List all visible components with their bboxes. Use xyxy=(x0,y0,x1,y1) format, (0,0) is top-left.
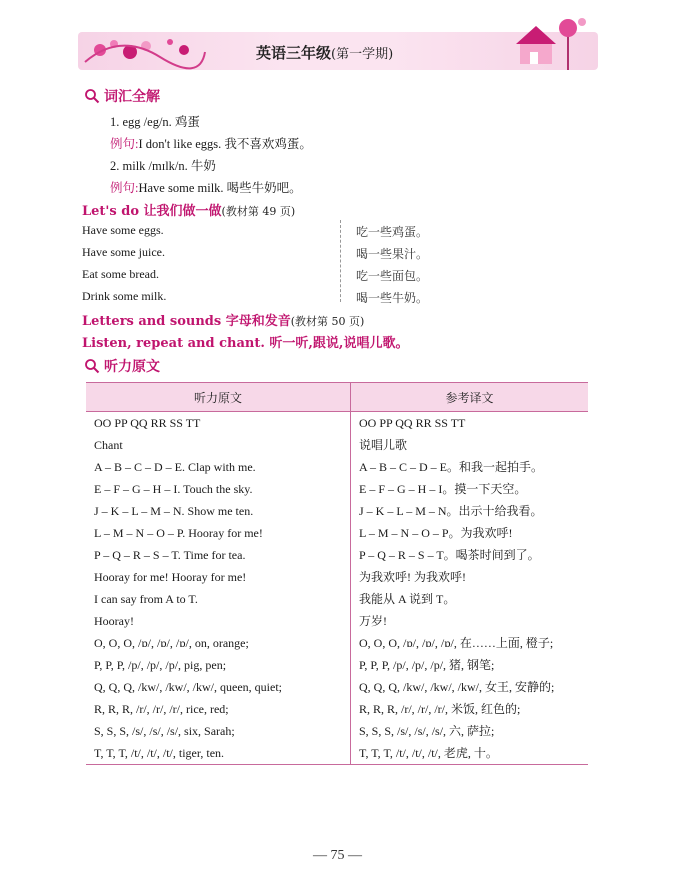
lets-do-cn: 喝一些牛奶。 xyxy=(356,291,429,305)
vocab-example: 例句:I don't like eggs. 我不喜欢鸡蛋。 xyxy=(110,137,312,151)
transcript-cell: A – B – C – D – E. Clap with me. xyxy=(86,456,351,478)
transcript-cell: Q, Q, Q, /kw/, /kw/, /kw/, queen, quiet; xyxy=(86,676,351,698)
transcript-cell: S, S, S, /s/, /s/, /s/, six, Sarah; xyxy=(86,720,351,742)
translation-cell: J – K – L – M – N。出示十给我看。 xyxy=(359,504,543,518)
lets-do-en: Eat some bread. xyxy=(82,267,159,281)
column-header-transcript: 听力原文 xyxy=(86,383,351,412)
letters-sounds-instruction: Listen, repeat and chant. 听一听,跟说,说唱儿歌。 xyxy=(82,336,409,351)
lets-do-en: Drink some milk. xyxy=(82,289,167,303)
translation-cell: P, P, P, /p/, /p/, /p/, 猪, 钢笔; xyxy=(359,658,495,672)
flower-decoration-icon xyxy=(80,22,210,72)
table-row xyxy=(86,412,588,435)
table-row xyxy=(86,522,588,544)
lets-do-en: Have some eggs. xyxy=(82,223,164,237)
transcript-table xyxy=(86,382,588,765)
table-row xyxy=(86,720,588,742)
dashed-divider xyxy=(340,220,341,302)
house-tree-decoration-icon xyxy=(500,12,590,72)
table-row xyxy=(86,632,588,654)
table-row xyxy=(86,654,588,676)
vocab-line: 1. egg /eg/n. 鸡蛋 xyxy=(110,115,200,129)
translation-cell: OO PP QQ RR SS TT xyxy=(359,416,466,430)
listening-section-heading xyxy=(84,356,160,376)
listening-heading-text: 听力原文 xyxy=(104,359,160,375)
table-row xyxy=(86,544,588,566)
table-row xyxy=(86,456,588,478)
transcript-cell: P – Q – R – S – T. Time for tea. xyxy=(86,544,351,566)
table-row xyxy=(86,698,588,720)
transcript-cell: I can say from A to T. xyxy=(86,588,351,610)
table-row xyxy=(86,478,588,500)
lets-do-cn: 吃一些鸡蛋。 xyxy=(356,225,429,239)
table-row xyxy=(86,434,588,456)
vocab-section-heading xyxy=(84,86,160,106)
table-row xyxy=(86,500,588,522)
vocab-heading-text: 词汇全解 xyxy=(104,89,160,105)
vocab-example: 例句:Have some milk. 喝些牛奶吧。 xyxy=(110,181,302,195)
translation-cell: A – B – C – D – E。和我一起拍手。 xyxy=(359,460,544,474)
translation-cell: S, S, S, /s/, /s/, /s/, 六, 萨拉; xyxy=(359,724,495,738)
magnifier-icon xyxy=(84,88,100,104)
translation-cell: 我能从 A 说到 T。 xyxy=(359,592,456,606)
lets-do-cn: 吃一些面包。 xyxy=(356,269,429,283)
book-title: 英语三年级 xyxy=(256,44,332,62)
table-row xyxy=(86,742,588,765)
transcript-body xyxy=(86,412,588,765)
translation-cell: T, T, T, /t/, /t/, /t/, 老虎, 十。 xyxy=(351,742,589,765)
transcript-cell: J – K – L – M – N. Show me ten. xyxy=(86,500,351,522)
translation-cell: 万岁! xyxy=(359,614,387,628)
transcript-cell: Hooray! xyxy=(86,610,351,632)
table-row xyxy=(86,588,588,610)
transcript-cell: O, O, O, /ɒ/, /ɒ/, /ɒ/, on, orange; xyxy=(86,632,351,654)
vocab-line: 2. milk /mɪlk/n. 牛奶 xyxy=(110,159,216,173)
lets-do-cn: 喝一些果汁。 xyxy=(356,247,429,261)
translation-cell: E – F – G – H – I。摸一下天空。 xyxy=(359,482,527,496)
transcript-cell: Chant xyxy=(86,434,351,456)
translation-cell: 为我欢呼! 为我欢呼! xyxy=(359,570,466,584)
column-header-translation: 参考译文 xyxy=(351,383,589,412)
table-row xyxy=(86,566,588,588)
translation-cell: P – Q – R – S – T。喝茶时间到了。 xyxy=(359,548,540,562)
transcript-cell: T, T, T, /t/, /t/, /t/, tiger, ten. xyxy=(86,742,351,765)
translation-cell: 说唱儿歌 xyxy=(359,438,408,452)
translation-cell: Q, Q, Q, /kw/, /kw/, /kw/, 女王, 安静的; xyxy=(359,680,555,694)
page-number: — 75 — xyxy=(313,848,362,863)
page-header-title xyxy=(256,42,393,63)
transcript-cell: Hooray for me! Hooray for me! xyxy=(86,566,351,588)
lets-do-en: Have some juice. xyxy=(82,245,165,259)
transcript-cell: P, P, P, /p/, /p/, /p/, pig, pen; xyxy=(86,654,351,676)
table-row xyxy=(86,610,588,632)
magnifier-icon xyxy=(84,358,100,374)
translation-cell: L – M – N – O – P。为我欢呼! xyxy=(359,526,513,540)
lets-do-heading: Let's do 让我们做一做(教材第 49 页) xyxy=(82,204,296,219)
transcript-cell: OO PP QQ RR SS TT xyxy=(86,412,351,435)
letters-sounds-heading: Letters and sounds 字母和发音(教材第 50 页) xyxy=(82,314,365,329)
translation-cell: O, O, O, /ɒ/, /ɒ/, /ɒ/, 在……上面, 橙子; xyxy=(359,636,554,650)
transcript-cell: E – F – G – H – I. Touch the sky. xyxy=(86,478,351,500)
translation-cell: R, R, R, /r/, /r/, /r/, 米饭, 红色的; xyxy=(359,702,521,716)
transcript-cell: R, R, R, /r/, /r/, /r/, rice, red; xyxy=(86,698,351,720)
transcript-cell: L – M – N – O – P. Hooray for me! xyxy=(86,522,351,544)
book-subtitle: (第一学期) xyxy=(331,47,394,62)
table-row xyxy=(86,676,588,698)
